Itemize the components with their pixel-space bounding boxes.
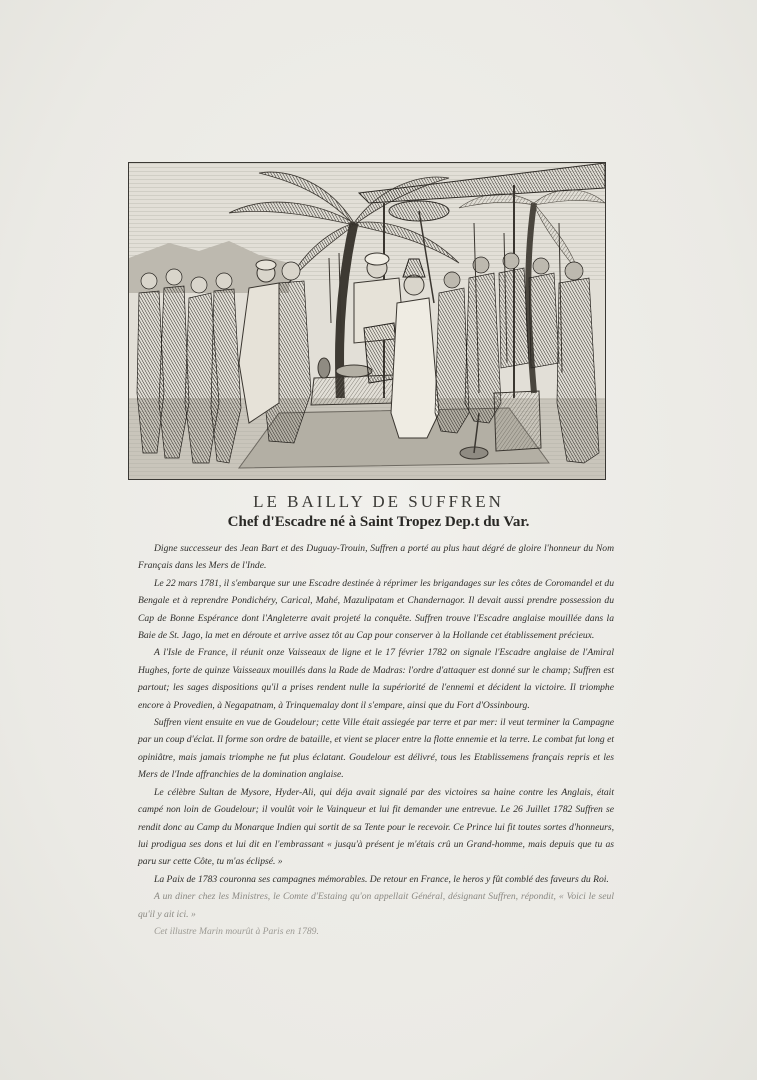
engraving-illustration — [128, 162, 606, 480]
paragraph: Suffren vient ensuite en vue de Goudelour; cette Ville était assiegée par terre et par mer: il veut terminer la Campagne par un coup d'éclat. Il forme son ordre de bataille, et vient se placer entre la flotte ennemie et la terre. Le combat fut long et opiniâtre, mais jamais triomphe ne fut plus éclatant. Goudelour est délivré, tous les Etablissemens français repris et les Mers de l'Inde affranchies de la domination anglaise. — [138, 717, 614, 781]
engraving-scene-icon — [129, 163, 605, 479]
paragraph: Le 22 mars 1781, il s'embarque sur une Escadre destinée à réprimer les brigandages sur les côtes de Coromandel et du Bengale et à reprendre Pondichéry, Carical, Mahé, Mazulipatam et Chandernagor. Il devait aussi prendre possession du Cap de Bonne Espérance dont l'Angleterre avait projeté la conquête. Suffren trouve l'Escadre anglaise mouillée dans la Baie de St. Jago, la met en déroute et arrive assez tôt au Cap pour conserver à la Hollande cet établissement précieux. — [138, 577, 614, 642]
page-subtitle: Chef d'Escadre né à Saint Tropez Dep.t du Var. — [227, 514, 530, 530]
biography-text — [138, 540, 614, 940]
paragraph: Cet illustre Marin mourût à Paris en 1789. — [154, 925, 319, 937]
paragraph: A un diner chez les Ministres, le Comte d'Estaing qu'on appellait Général, désignant Suffren, répondit, « Voici le seul qu'il y ait ici. » — [138, 891, 614, 920]
paragraph: A l'Isle de France, il réunit onze Vaisseaux de ligne et le 17 février 1782 on signale l'Escadre anglaise de l'Amiral Hughes, forte de quinze Vaisseaux mouillés dans la Rade de Madras: l'ordre d'attaquer est donné sur le champ; Suffren est partout; les sages dispositions qu'il a prises rendent nulle la supériorité de l'ennemi et décident la victoire. Il triomphe encore à Provedien, à Negapatnam, à Trinquemalay dont il s'empare, ainsi que du Fort d'Ossinbourg. — [138, 647, 614, 711]
page-title: LE BAILLY DE SUFFREN — [253, 492, 504, 511]
paragraph: Le célèbre Sultan de Mysore, Hyder-Ali, qui déja avait signalé par des victoires sa haine contre les Anglais, était campé non loin de Goudelour; il voulût voir le Vainqueur et lui fit demander une entrevue. Le 26 Juillet 1782 Suffren se rendit donc au Camp du Monarque Indien qui sortit de sa Tente pour le recevoir. Ce Prince lui fit toutes sortes d'honneurs, lui prodigua ses dons et lui dit en l'embrassant « jusqu'à présent je m'étais crû un Grand-homme, mais depuis que tu as paru sur cette Côte, tu m'as éclipsé. » — [138, 786, 614, 868]
paragraph: Digne successeur des Jean Bart et des Duguay-Trouin, Suffren a porté au plus haut dégré de gloire l'honneur du Nom Français dans les Mers de l'Inde. — [138, 543, 614, 572]
paragraph: La Paix de 1783 couronna ses campagnes mémorables. De retour en France, le heros y fût comblé des faveurs du Roi. — [154, 873, 609, 885]
